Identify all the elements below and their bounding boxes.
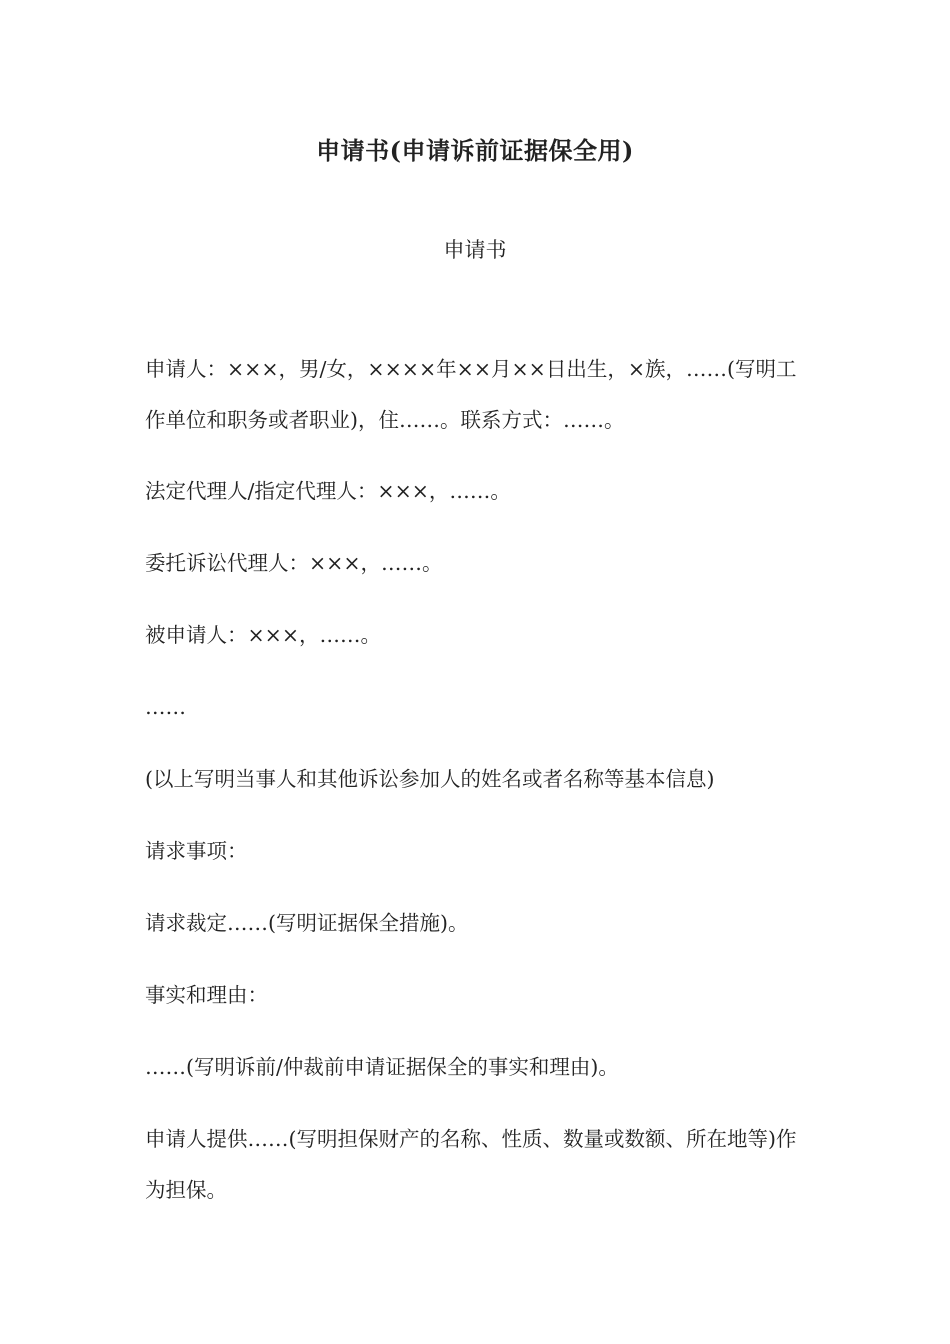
document-subtitle: 申请书 bbox=[443, 238, 507, 262]
paragraph-guarantee: 申请人提供……(写明担保财产的名称、性质、数量或数额、所在地等)作为担保。 bbox=[145, 1127, 797, 1202]
paragraph-request-content: 请求裁定……(写明证据保全措施)。 bbox=[145, 911, 469, 935]
paragraph-entrusted-agent: 委托诉讼代理人：×××，……。 bbox=[145, 551, 443, 575]
request-heading: 请求事项： bbox=[145, 839, 248, 863]
paragraph-ellipsis: …… bbox=[145, 695, 186, 719]
facts-heading: 事实和理由： bbox=[145, 983, 268, 1007]
paragraph-applicant: 申请人：×××，男/女，××××年××月××日出生，×族，……(写明工作单位和职务或者职业)，住……。联系方式：……。 bbox=[145, 357, 797, 432]
document-title: 申请书(申请诉前证据保全用) bbox=[316, 136, 634, 165]
paragraph-legal-representative: 法定代理人/指定代理人：×××，……。 bbox=[145, 479, 511, 503]
paragraph-facts-content: ……(写明诉前/仲裁前申请证据保全的事实和理由)。 bbox=[145, 1055, 619, 1079]
paragraph-respondent: 被申请人：×××，……。 bbox=[145, 623, 382, 647]
paragraph-parties-note: (以上写明当事人和其他诉讼参加人的姓名或者名称等基本信息) bbox=[145, 767, 715, 791]
